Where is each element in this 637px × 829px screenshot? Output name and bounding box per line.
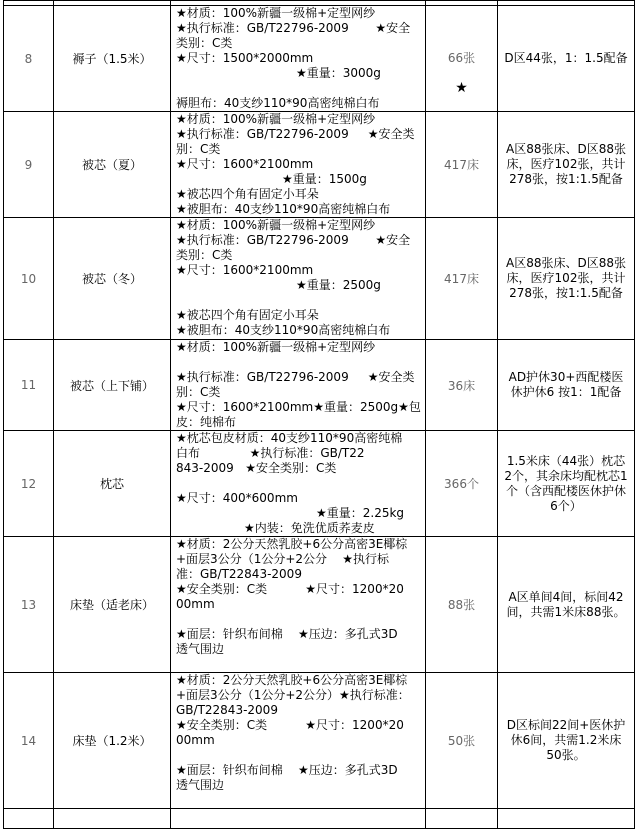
spec-line: ★被胆布：40支纱110*90高密纯棉白布 bbox=[176, 202, 391, 216]
spec-line: 类别：C类 bbox=[176, 248, 233, 262]
spec-cell bbox=[171, 537, 426, 673]
row-index: 8 bbox=[4, 6, 54, 112]
spec-line: ★安全类别：C类 ★尺寸：1200*20 bbox=[176, 582, 404, 596]
quantity-value: 417床 bbox=[444, 272, 479, 286]
note-text: A区88张床、D区88张床，医疗102张，共计278张，按1:1.5配备 bbox=[506, 142, 626, 186]
product-spec-table bbox=[3, 0, 635, 829]
note-cell bbox=[498, 431, 635, 537]
row-index: 12 bbox=[4, 431, 54, 537]
note-cell bbox=[498, 340, 635, 431]
row-index: 14 bbox=[4, 673, 54, 809]
spec-line: +面层3公分（1公分+2公分）★执行标准： bbox=[176, 688, 410, 702]
spec-line: ★尺寸：1500*2000mm bbox=[176, 51, 314, 65]
item-name: 床垫（适老床） bbox=[54, 537, 171, 673]
note-cell bbox=[498, 673, 635, 809]
spec-line bbox=[176, 748, 425, 763]
spec-line: ★被芯四个角有固定小耳朵 bbox=[176, 187, 319, 201]
spec-line bbox=[176, 793, 425, 808]
note-text: D区44张，1：1.5配备 bbox=[504, 51, 628, 65]
spec-line: GB/T22843-2009 bbox=[176, 703, 278, 717]
spec-line: 白布 ★执行标准：GB/T22 bbox=[176, 446, 365, 460]
row-index: 11 bbox=[4, 340, 54, 431]
item-name: 褥子（1.5米） bbox=[54, 6, 171, 112]
spec-line bbox=[176, 612, 425, 627]
spec-line: ★尺寸：400*600mm bbox=[176, 491, 298, 505]
spec-line: 00mm bbox=[176, 733, 215, 747]
spec-cell bbox=[171, 6, 426, 112]
spec-line: ★内装：免洗优质荞麦皮 bbox=[244, 521, 375, 535]
spec-line: ★材质：2公分天然乳胶+6公分高密3E椰棕 bbox=[176, 537, 408, 551]
spec-line: ★重量：2500g bbox=[296, 278, 381, 292]
spec-line: ★材质：2公分天然乳胶+6公分高密3E椰棕 bbox=[176, 673, 408, 687]
spec-cell bbox=[171, 340, 426, 431]
spec-line: ★尺寸：1600*2100mm bbox=[176, 263, 314, 277]
quantity-value: 50张 bbox=[447, 734, 476, 748]
quantity-cell bbox=[426, 218, 498, 340]
spec-line: ★面层：针织布间棉 ★压边：多孔式3D bbox=[176, 763, 398, 777]
item-name: 枕芯 bbox=[54, 431, 171, 537]
note-text: D区标间22间+医休护休6间，共需1.2米床50张。 bbox=[506, 718, 626, 762]
quantity-value: 366个 bbox=[444, 477, 479, 491]
spec-line: ★执行标准：GB/T22796-2009 ★安全 bbox=[176, 21, 411, 35]
spec-line bbox=[176, 81, 425, 96]
table-row bbox=[4, 537, 635, 673]
quantity-value: 417床 bbox=[444, 158, 479, 172]
spec-line: 准：GB/T22843-2009 bbox=[176, 567, 302, 581]
spec-line: +面层3公分（1公分+2公分 ★执行标 bbox=[176, 552, 390, 566]
spec-line: ★材质：100%新疆一级棉+定型网纱 bbox=[176, 218, 376, 232]
spec-line: 别：C类 bbox=[176, 142, 221, 156]
table-row-partial-bottom bbox=[4, 809, 635, 829]
spec-cell bbox=[171, 218, 426, 340]
spec-cell bbox=[171, 673, 426, 809]
note-cell bbox=[498, 218, 635, 340]
item-name: 被芯（夏） bbox=[54, 112, 171, 218]
quantity-cell bbox=[426, 431, 498, 537]
note-text: A区单间4间，标间42间，共需1米床88张。 bbox=[506, 589, 626, 619]
note-cell bbox=[498, 537, 635, 673]
table-row bbox=[4, 6, 635, 112]
quantity-cell bbox=[426, 340, 498, 431]
spec-line: ★材质：100%新疆一级棉+定型网纱 bbox=[176, 6, 376, 20]
quantity-cell bbox=[426, 673, 498, 809]
table-row bbox=[4, 112, 635, 218]
quantity-cell bbox=[426, 537, 498, 673]
spec-line: ★材质：100%新疆一级棉+定型网纱 bbox=[176, 340, 376, 354]
spec-line: ★尺寸：1600*2100mm bbox=[176, 157, 314, 171]
spec-line: ★被胆布：40支纱110*90高密纯棉白布 bbox=[176, 323, 391, 337]
spec-line: ★材质：100%新疆一级棉+定型网纱 bbox=[176, 112, 376, 126]
note-text: 1.5米床（44张）枕芯2个，其余床均配枕芯1个（含西配楼医休护休6个） bbox=[504, 453, 628, 513]
spec-line: ★重量：1500g bbox=[282, 172, 367, 186]
star-icon: ★ bbox=[455, 80, 468, 96]
spec-line: 00mm bbox=[176, 597, 215, 611]
spec-line: ★执行标准：GB/T22796-2009 ★安全 bbox=[176, 233, 411, 247]
spec-line bbox=[176, 355, 425, 370]
quantity-cell bbox=[426, 6, 498, 112]
note-text: A区88张床、D区88张床，医疗102张，共计278张，按1:1.5配备 bbox=[506, 256, 626, 300]
row-index: 10 bbox=[4, 218, 54, 340]
row-index: 13 bbox=[4, 537, 54, 673]
spec-line: 皮：纯棉布 bbox=[176, 415, 237, 429]
spec-line: ★被芯四个角有固定小耳朵 bbox=[176, 308, 319, 322]
table-row bbox=[4, 673, 635, 809]
spec-line bbox=[176, 476, 425, 491]
quantity-value: 36床 bbox=[447, 378, 476, 393]
quantity-value: 66张 bbox=[447, 51, 476, 65]
spec-line: ★尺寸：1600*2100mm★重量：2500g★包 bbox=[176, 400, 421, 414]
spec-line: 843-2009 ★安全类别：C类 bbox=[176, 461, 337, 475]
spec-line: ★安全类别：C类 ★尺寸：1200*20 bbox=[176, 718, 404, 732]
table-row bbox=[4, 218, 635, 340]
quantity-value: 88张 bbox=[447, 598, 476, 612]
note-cell bbox=[498, 6, 635, 112]
spec-line: ★重量：2.25kg bbox=[316, 506, 405, 520]
item-name: 被芯（上下铺） bbox=[54, 340, 171, 431]
spec-line: ★重量：3000g bbox=[296, 66, 381, 80]
table-row bbox=[4, 431, 635, 537]
spec-line bbox=[176, 657, 425, 672]
row-index: 9 bbox=[4, 112, 54, 218]
spec-line: 类别：C类 bbox=[176, 36, 233, 50]
spec-cell bbox=[171, 431, 426, 537]
spec-line: 透气围边 bbox=[176, 778, 225, 792]
spec-line bbox=[176, 293, 425, 308]
spec-line: ★执行标准：GB/T22796-2009 ★安全类 bbox=[176, 370, 415, 384]
spec-cell bbox=[171, 112, 426, 218]
note-text: AD护休30+西配楼医休护休6 按1：1配备 bbox=[508, 370, 624, 399]
spec-line: ★执行标准：GB/T22796-2009 ★安全类 bbox=[176, 127, 415, 141]
quantity-cell bbox=[426, 112, 498, 218]
note-cell bbox=[498, 112, 635, 218]
spec-line: 别：C类 bbox=[176, 385, 221, 399]
spec-line: ★枕芯包皮材质：40支纱110*90高密纯棉 bbox=[176, 431, 403, 445]
spec-line: 透气围边 bbox=[176, 642, 225, 656]
table-row bbox=[4, 340, 635, 431]
spec-line: ★面层：针织布间棉 ★压边：多孔式3D bbox=[176, 627, 398, 641]
item-name: 被芯（冬） bbox=[54, 218, 171, 340]
item-name: 床垫（1.2米） bbox=[54, 673, 171, 809]
spec-line: 褥胆布：40支纱110*90高密纯棉白布 bbox=[176, 96, 380, 110]
